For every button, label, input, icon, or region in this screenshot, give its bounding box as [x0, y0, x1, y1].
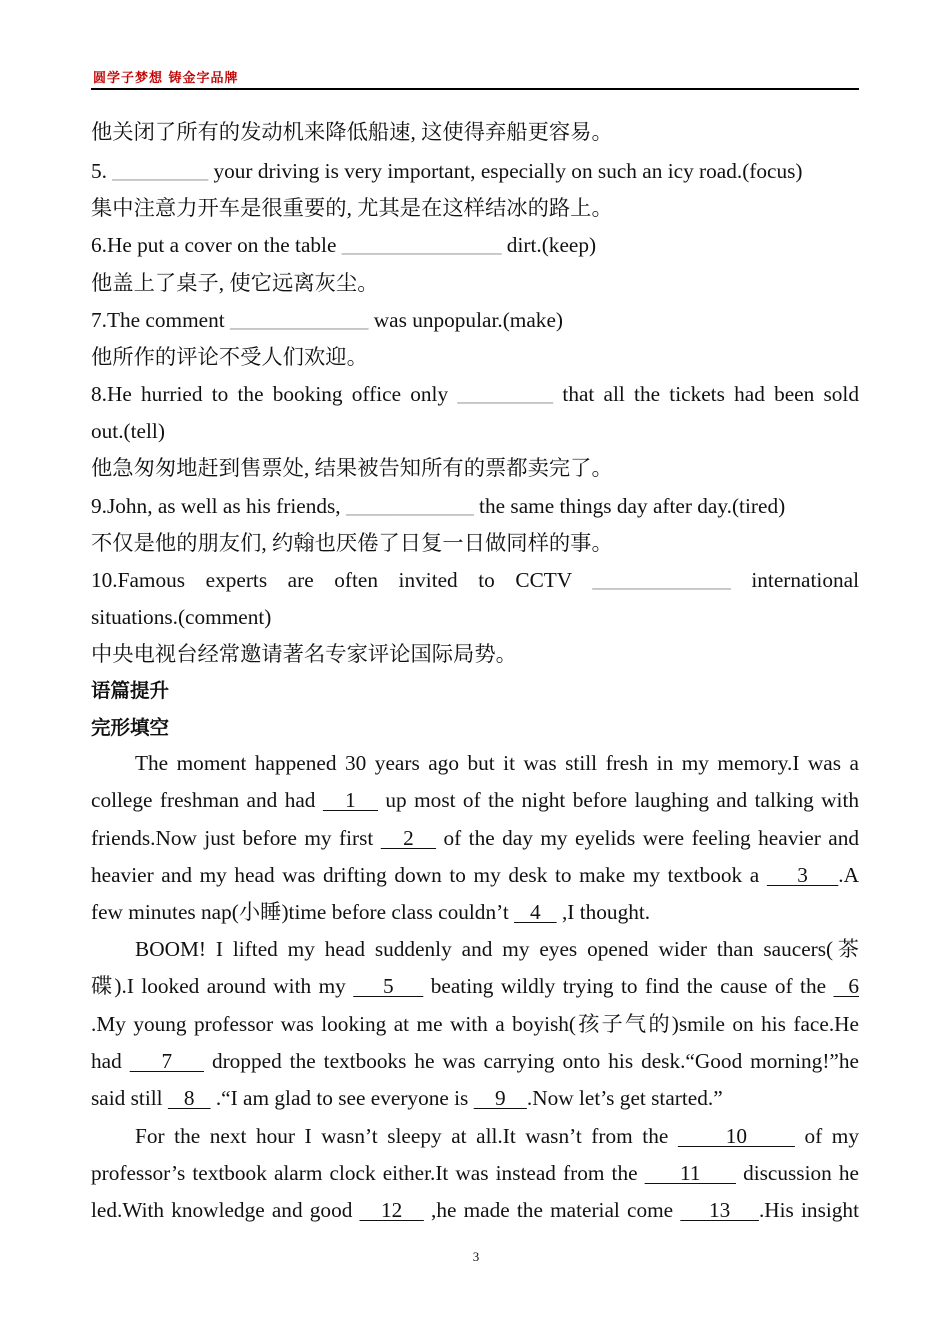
- cloze-blank-13[interactable]: 13: [680, 1198, 759, 1222]
- cloze-blank-10[interactable]: 10: [677, 1124, 795, 1148]
- exercise-9: 9.John, as well as his friends, ____________ the same things day after day.(tired): [91, 494, 786, 518]
- passage-line: college freshman and had 1 up most of the night before laughing and talking with: [91, 788, 860, 812]
- passage-line: For the next hour I wasn’t sleepy at all.It wasn’t from the 10 of my: [135, 1124, 860, 1148]
- passage-line: The moment happened 30 years ago but it was still fresh in my memory.I was a: [135, 751, 859, 775]
- chinese-translation-6: 他盖上了桌子, 使它远离灰尘。: [91, 271, 379, 295]
- passage-line: BOOM! I lifted my head suddenly and my eyes opened wider than saucers(茶: [135, 937, 859, 961]
- passage-line: led.With knowledge and good 12 ,he made the material come 13 .His insight: [91, 1198, 859, 1222]
- chinese-translation-9: 不仅是他的朋友们, 约翰也厌倦了日复一日做同样的事。: [91, 531, 613, 555]
- passage-line: friends.Now just before my first 2 of the day my eyelids were feeling heavier and: [91, 826, 859, 850]
- passage-line: professor’s textbook alarm clock either.It was instead from the 11 discussion he: [91, 1161, 859, 1185]
- chinese-translation-8: 他急匆匆地赶到售票处, 结果被告知所有的票都卖完了。: [91, 456, 613, 480]
- exercise-5: 5. _________ your driving is very important, especially on such an icy road.(focus): [91, 159, 803, 183]
- cloze-blank-1[interactable]: 1: [322, 788, 378, 812]
- passage-line: 碟).I looked around with my 5 beating wildly trying to find the cause of the 6: [91, 974, 860, 998]
- exercise-8: 8.He hurried to the booking office only _________ that all the tickets had been sold: [91, 382, 859, 406]
- cloze-blank-12[interactable]: 12: [359, 1198, 424, 1222]
- header-slogan: 圆学子梦想 铸金字品牌: [93, 71, 239, 86]
- page-number: 3: [472, 1249, 480, 1264]
- section-subtitle: 完形填空: [91, 716, 170, 739]
- passage-line: said still 8 .“I am glad to see everyone is 9 .Now let’s get started.”: [91, 1086, 723, 1110]
- passage-line: had 7 dropped the textbooks he was carrying onto his desk.“Good morning!”he: [91, 1049, 859, 1073]
- answer-blank[interactable]: _________: [112, 159, 209, 183]
- cloze-blank-3[interactable]: 3: [766, 863, 839, 887]
- cloze-blank-11[interactable]: 11: [644, 1161, 736, 1185]
- passage-line: .My young professor was looking at me with a boyish(孩子气的)smile on his face.He: [91, 1012, 859, 1036]
- chinese-translation-7: 他所作的评论不受人们欢迎。: [91, 345, 368, 369]
- passage-line: few minutes nap(小睡)time before class couldn’t 4 ,I thought.: [91, 900, 651, 924]
- chinese-translation-4: 他关闭了所有的发动机来降低船速, 这使得弃船更容易。: [91, 120, 613, 144]
- exercise-7: 7.The comment _____________ was unpopular.(make): [91, 308, 563, 332]
- page-header: [91, 66, 859, 90]
- answer-blank[interactable]: _________: [457, 382, 554, 406]
- chinese-translation-10: 中央电视台经常邀请著名专家评论国际局势。: [91, 642, 517, 666]
- cloze-blank-4[interactable]: 4: [514, 900, 557, 924]
- passage-line: heavier and my head was drifting down to my desk to make my textbook a 3 .A: [91, 863, 860, 887]
- answer-blank[interactable]: _____________: [592, 568, 731, 592]
- cloze-blank-8[interactable]: 8: [167, 1086, 211, 1110]
- answer-blank[interactable]: _____________: [229, 308, 369, 332]
- section-title: 语篇提升: [91, 679, 170, 702]
- cloze-blank-6[interactable]: 6: [833, 974, 860, 998]
- exercise-8-continued: out.(tell): [91, 419, 165, 443]
- answer-blank[interactable]: ____________: [345, 494, 474, 518]
- cloze-blank-5[interactable]: 5: [353, 974, 424, 998]
- cloze-blank-2[interactable]: 2: [380, 826, 437, 850]
- exercise-6: 6.He put a cover on the table _______________ dirt.(keep): [91, 233, 597, 257]
- exercise-10: 10.Famous experts are often invited to CCTV _____________ international: [91, 568, 859, 592]
- exercise-10-continued: situations.(comment): [91, 605, 272, 629]
- answer-blank[interactable]: _______________: [341, 233, 502, 257]
- cloze-blank-9[interactable]: 9: [473, 1086, 527, 1110]
- cloze-blank-7[interactable]: 7: [129, 1049, 204, 1073]
- chinese-translation-5: 集中注意力开车是很重要的, 尤其是在这样结冰的路上。: [91, 196, 613, 220]
